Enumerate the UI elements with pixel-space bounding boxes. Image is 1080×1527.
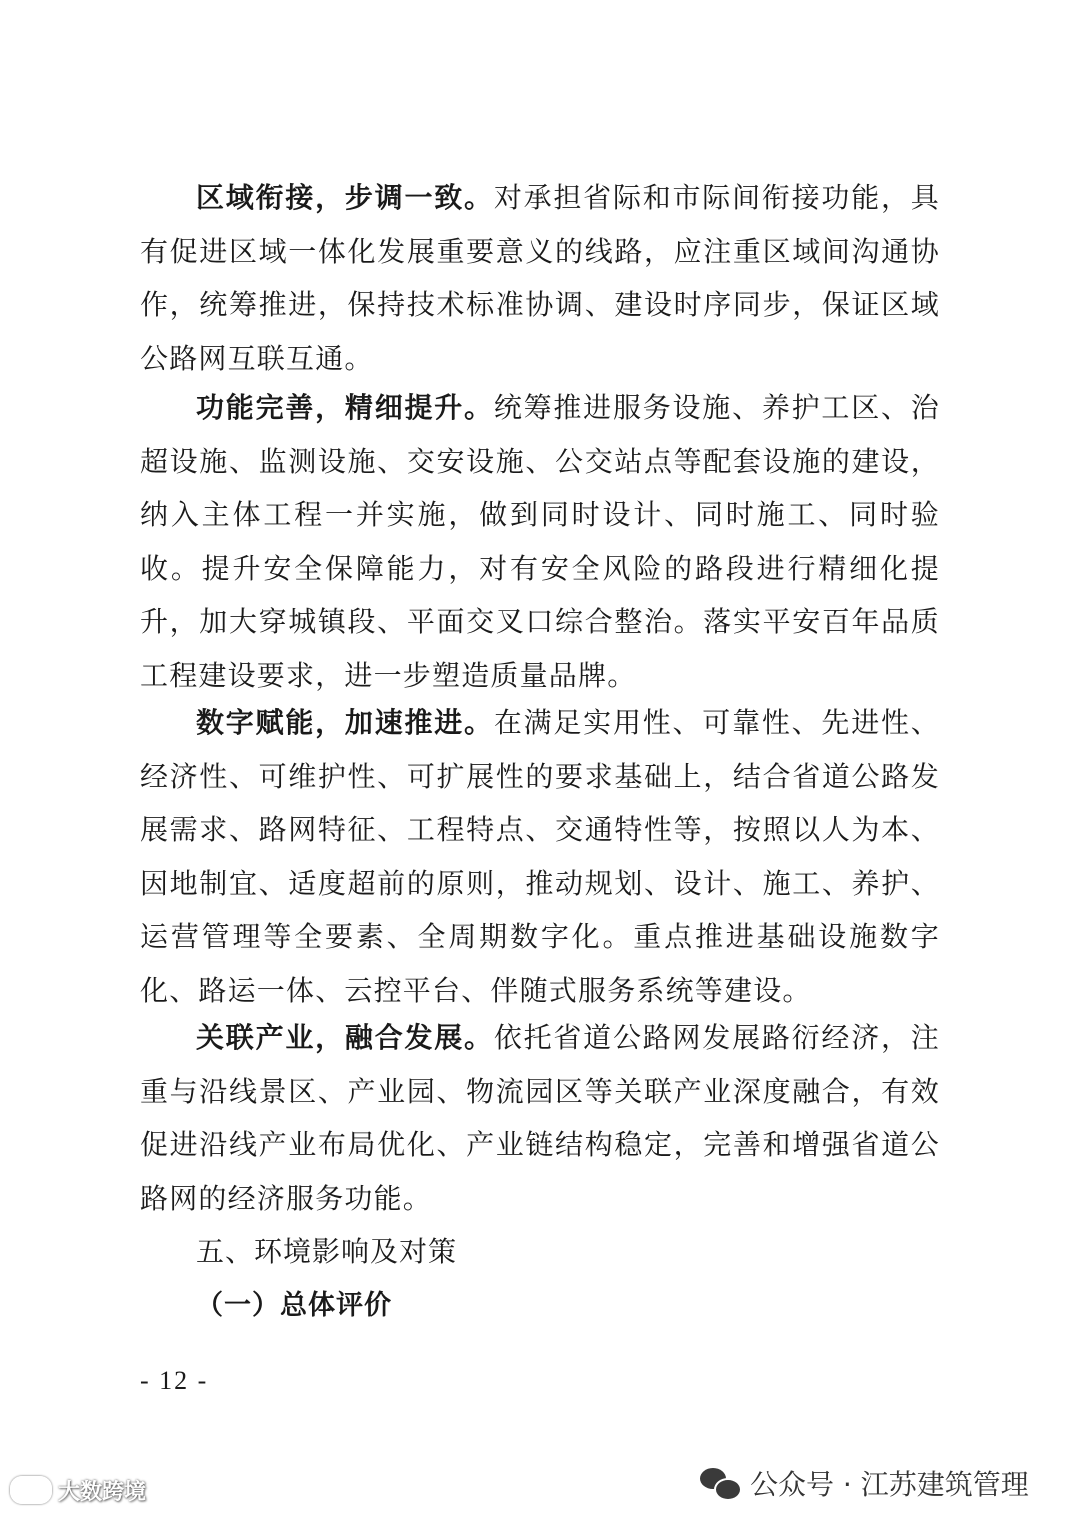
wechat-icon <box>700 1466 740 1500</box>
paragraph-text: 对承担省际和市际间衔接功能，具有促进区域一体化发展重要意义的线路，应注重区域间沟通协作，统筹推进，保持技术标准协调、建设时序同步，保证区域公路网互联互通。 <box>140 181 940 375</box>
paragraph-text: 在满足实用性、可靠性、先进性、经济性、可维护性、可扩展性的要求基础上，结合省道公路发展需求、路网特征、工程特点、交通特性等，按照以人为本、因地制宜、适度超前的原则，推动规划、设计、施工、养护、运营管理等全要素、全周期数字化。重点推进基础设施数字化、路运一体、云控平台、伴随式服务系统等建设。 <box>140 706 940 1007</box>
corner-watermark <box>10 1470 146 1510</box>
paragraph-lead: 数字赋能，加速推进。 <box>196 706 494 739</box>
logo-icon <box>10 1476 52 1504</box>
paragraph-lead: 关联产业，融合发展。 <box>196 1021 494 1054</box>
wechat-watermark <box>700 1458 1029 1508</box>
paragraph-regional-connection <box>140 171 940 385</box>
corner-watermark-text: 大数跨境 <box>58 1479 147 1505</box>
paragraph-lead: 功能完善，精细提升。 <box>196 391 494 424</box>
paragraph-text: 统筹推进服务设施、养护工区、治超设施、监测设施、交安设施、公交站点等配套设施的建设，纳入主体工程一并实施，做到同时设计、同时施工、同时验收。提升安全保障能力，对有安全风险的路段进行精细化提升，加大穿城镇段、平面交叉口综合整治。落实平安百年品质工程建设要求，进一步塑造质量品牌。 <box>140 391 940 692</box>
subsection-heading: （一）总体评价 <box>196 1290 392 1321</box>
paragraph-digital-empowerment <box>140 696 940 1017</box>
page-number: - 12 - <box>140 1366 209 1395</box>
paragraph-text: 依托省道公路网发展路衍经济，注重与沿线景区、产业园、物流园区等关联产业深度融合，有效促进沿线产业布局优化、产业链结构稳定，完善和增强省道公路网的经济服务功能。 <box>140 1021 940 1215</box>
paragraph-industry-integration <box>140 1011 940 1225</box>
watermark-account: 公众号 · 江苏建筑管理 <box>750 1468 1029 1501</box>
paragraph-function-improvement <box>140 381 940 702</box>
section-heading: 五、环境影响及对策 <box>196 1235 458 1268</box>
paragraph-lead: 区域衔接，步调一致。 <box>196 181 494 214</box>
